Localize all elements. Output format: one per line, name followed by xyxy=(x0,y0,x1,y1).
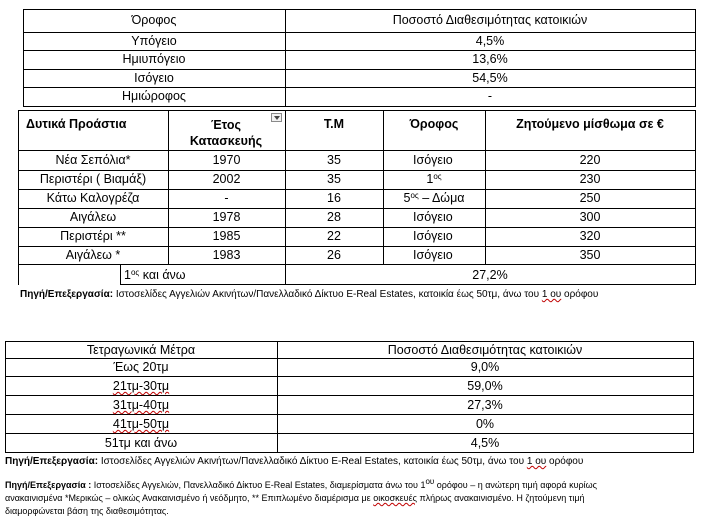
column-header-area: Δυτικά Προάστια xyxy=(26,117,127,131)
column-header-year: Έτος Κατασκευής xyxy=(189,118,263,148)
sqm-cell: 28 xyxy=(327,210,341,224)
floor-cell: Ημιυπόγειο xyxy=(122,52,186,66)
area-cell: Περιστέρι ( Βιαμάξ) xyxy=(39,172,147,186)
rent-cell: 300 xyxy=(579,210,601,224)
source-label: Πηγή/Επεξεργασία: xyxy=(5,456,99,467)
sqm-cell: 35 xyxy=(327,153,341,167)
rent-cell: 220 xyxy=(579,153,601,167)
column-header-square-meters: Τετραγωνικά Μέτρα xyxy=(86,343,196,357)
sqm-cell: 22 xyxy=(327,229,341,243)
floor-cell: $1^{o\varsigma}$ xyxy=(426,172,442,186)
area-cell: Κάτω Καλογρέζα xyxy=(46,191,140,205)
source-label: Πηγή/Επεξεργασία: xyxy=(20,289,114,300)
percent-cell: 4,5% xyxy=(470,436,500,450)
floor-cell: Ισόγειο xyxy=(413,248,453,262)
footnote-line: ανακαινισμένα *Μερικώς – ολικώς Ανακαινισμένο ή νεόδμητο, ** Επιπλωμένο διαμέρισμα με οικοσκευές πλήρως ανακαινισμένο. Η ζητούμενη τιμή xyxy=(5,493,585,503)
percent-cell: 9,0% xyxy=(470,360,500,374)
sqm-cell: 26 xyxy=(327,248,341,262)
area-cell: Αιγάλεω xyxy=(69,210,117,224)
filter-dropdown-button[interactable] xyxy=(271,113,282,122)
year-cell: 1978 xyxy=(212,210,241,224)
column-header-rent: Ζητούμενο μίσθωμα σε € xyxy=(516,117,664,131)
floor-cell: Ισόγειο xyxy=(413,229,453,243)
year-cell: 2002 xyxy=(212,172,241,186)
rent-cell: 350 xyxy=(579,248,601,262)
area-cell: Περιστέρι ** xyxy=(60,229,126,243)
percent-cell: - xyxy=(487,89,493,103)
source-caption: Πηγή/Επεξεργασία: Ιστοσελίδες Αγγελιών Ακινήτων/Πανελλαδικό Δίκτυο E-Real Estates, κατοικία έως 50τμ, άνω του 1 ου ορόφου xyxy=(20,289,599,300)
floor-cell: Ισόγειο xyxy=(413,210,453,224)
size-cell: 51τμ και άνω xyxy=(104,436,178,450)
footnote-line: Πηγή/Επεξεργασία : Ιστοσελίδες Αγγελιών, Πανελλαδικό Δίκτυο E-Real Estates, διαμερίσματα άνω του $1^{o\upsilon}$ ορόφου – η ανώτερη τιμή αφορά κυρίως xyxy=(5,477,598,490)
area-cell: Αιγάλεω * xyxy=(65,248,121,262)
column-header-availability: Ποσοστό Διαθεσιμότητας κατοικιών xyxy=(387,343,583,357)
floor-cell: Υπόγειο xyxy=(131,34,177,48)
chevron-down-icon xyxy=(274,116,280,120)
percent-cell: 54,5% xyxy=(472,71,508,85)
percent-cell: 27,2% xyxy=(472,268,508,282)
size-cell: 41τμ-50τμ xyxy=(112,417,170,431)
floor-cell: Ισόγειο xyxy=(134,71,174,85)
sqm-cell: 35 xyxy=(327,172,341,186)
footnote-line: διαμορφώνεται βάση της διαθεσιμότητας. xyxy=(5,506,169,516)
size-cell: Έως 20τμ xyxy=(113,360,169,374)
percent-cell: 13,6% xyxy=(472,52,508,66)
rent-cell: 250 xyxy=(579,191,601,205)
column-header-floor: Όροφος xyxy=(131,13,177,27)
percent-cell: 59,0% xyxy=(467,379,503,393)
area-cell: Νέα Σεπόλια* xyxy=(55,153,131,167)
source-caption: Πηγή/Επεξεργασία: Ιστοσελίδες Αγγελιών Ακινήτων/Πανελλαδικό Δίκτυο E-Real Estates, κατοικία έως 50τμ, άνω του 1 ου ορόφου xyxy=(5,456,584,467)
rent-cell: 230 xyxy=(579,172,601,186)
column-header-availability: Ποσοστό Διαθεσιμότητας κατοικιών xyxy=(392,13,588,27)
percent-cell: 0% xyxy=(475,417,495,431)
size-cell: 31τμ-40τμ xyxy=(112,398,170,412)
year-cell: 1970 xyxy=(212,153,241,167)
footnote xyxy=(5,479,597,518)
floor-cell-first-and-above: $1^{o\varsigma}$ και άνω xyxy=(124,268,186,282)
sqm-cell: 16 xyxy=(327,191,341,205)
floor-cell: $5^{o\varsigma}$ – Δώμα xyxy=(403,191,465,205)
column-header-floor: Όροφος xyxy=(409,117,459,131)
year-cell: 1985 xyxy=(212,229,241,243)
floor-cell: Ημιώροφος xyxy=(122,89,186,103)
percent-cell: 4,5% xyxy=(475,34,505,48)
percent-cell: 27,3% xyxy=(467,398,503,412)
size-cell: 21τμ-30τμ xyxy=(112,379,170,393)
year-cell: 1983 xyxy=(212,248,241,262)
year-cell: - xyxy=(224,191,229,205)
rent-cell: 320 xyxy=(579,229,601,243)
floor-cell: Ισόγειο xyxy=(413,153,453,167)
column-header-sqm: Τ.Μ xyxy=(323,117,345,131)
